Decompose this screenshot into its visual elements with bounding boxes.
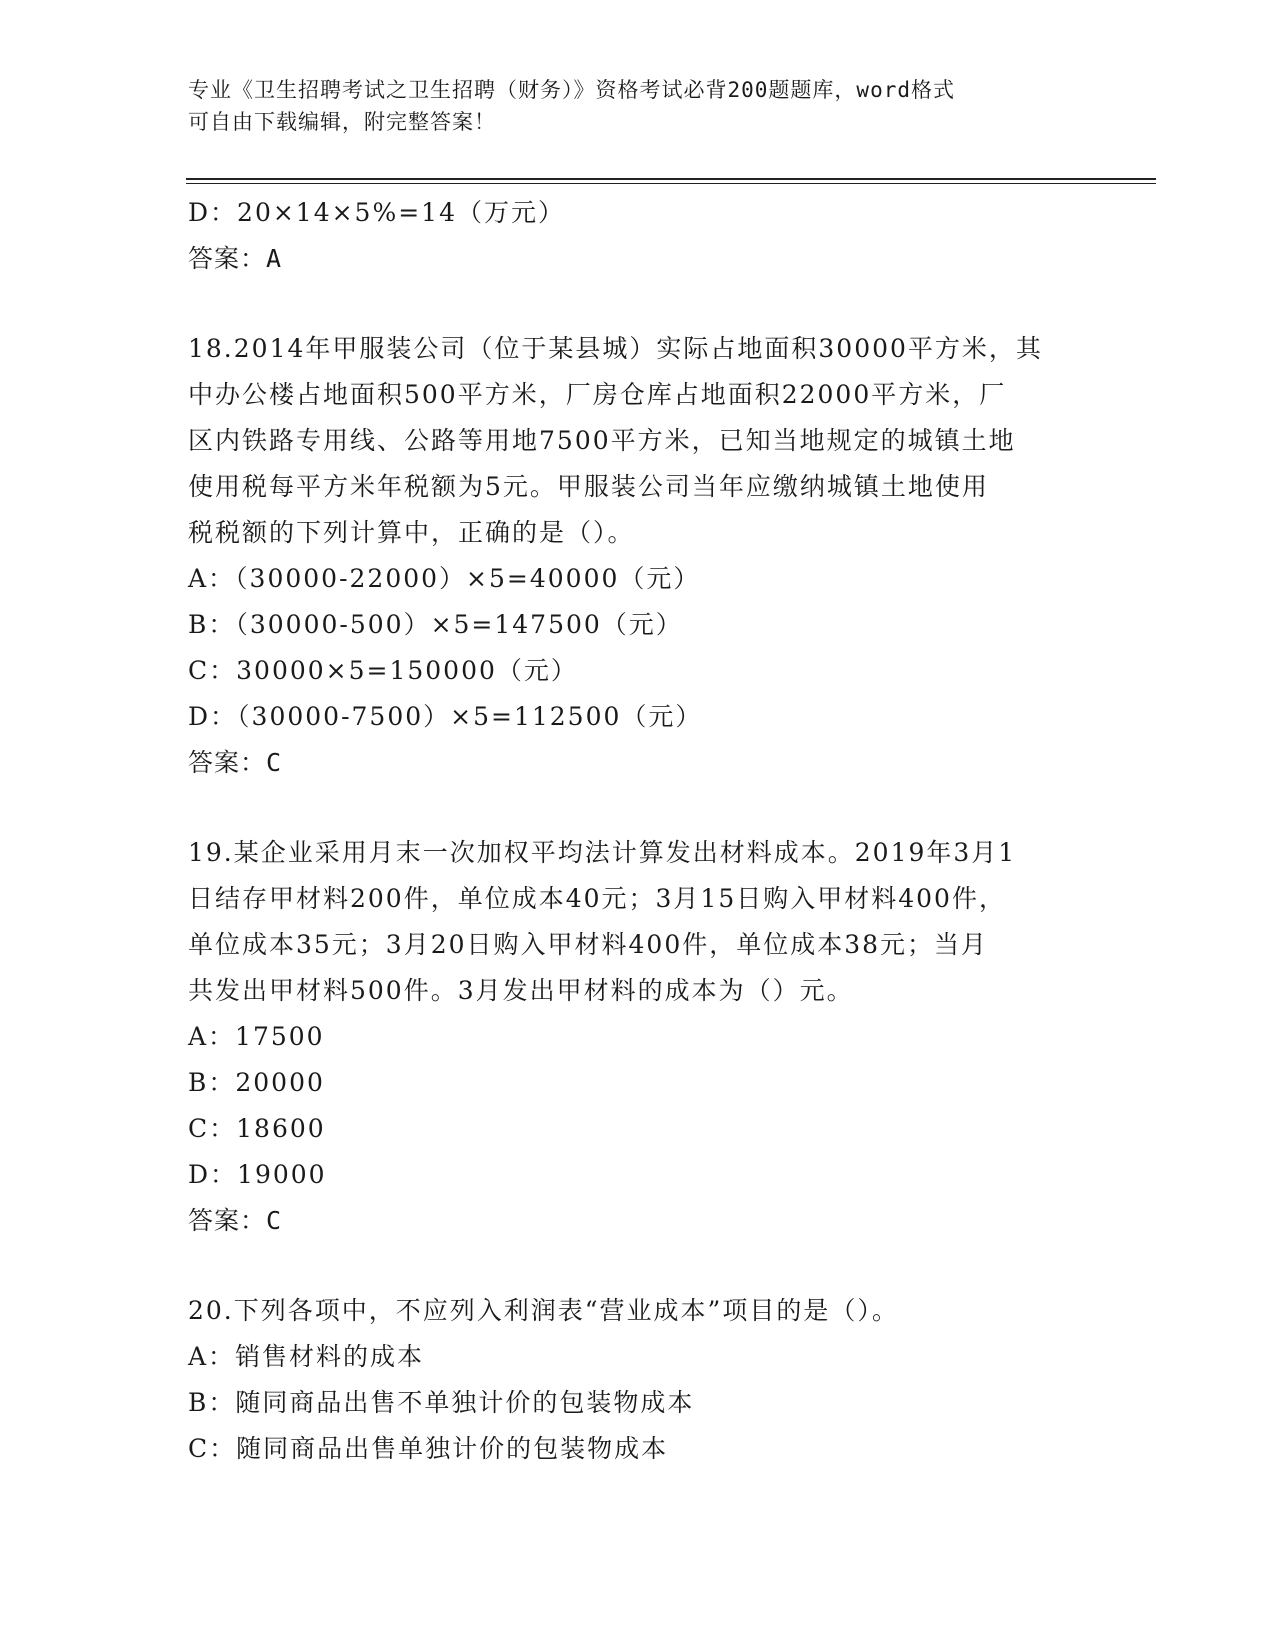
- header-line-1: 专业《卫生招聘考试之卫生招聘（财务）》资格考试必背200题题库，word格式: [188, 78, 955, 102]
- question-18-line-2: 中办公楼占地面积500平方米，厂房仓库占地面积22000平方米，厂: [188, 380, 1007, 409]
- question-19-option-c: C：18600: [188, 1114, 326, 1143]
- question-18-line-5: 税税额的下列计算中，正确的是（）。: [188, 518, 635, 547]
- prev-question-option-d: D：20×14×5%=14（万元）: [188, 198, 565, 227]
- question-18-line-4: 使用税每平方米年税额为5元。甲服装公司当年应缴纳城镇土地使用: [188, 472, 989, 501]
- question-19: [188, 830, 1108, 1244]
- question-18-option-b: B：（30000-500）×5=147500（元）: [188, 610, 683, 639]
- question-18-option-d: D：（30000-7500）×5=112500（元）: [188, 702, 703, 731]
- document-body: [188, 190, 1108, 1472]
- question-18-option-c: C：30000×5=150000（元）: [188, 656, 578, 685]
- question-20: [188, 1288, 1108, 1472]
- question-18-line-1: 18.2014年甲服装公司（位于某县城）实际占地面积30000平方米，其: [188, 334, 1043, 363]
- question-19-line-1: 19.某企业采用月末一次加权平均法计算发出材料成本。2019年3月1: [188, 838, 1017, 867]
- question-19-line-4: 共发出甲材料500件。3月发出甲材料的成本为（）元。: [188, 976, 854, 1005]
- header-line-2: 可自由下载编辑，附完整答案！: [188, 110, 496, 134]
- header-rule-thick: [186, 178, 1156, 180]
- spacer: [188, 786, 1108, 830]
- spacer: [188, 1244, 1108, 1288]
- question-19-option-d: D：19000: [188, 1160, 327, 1189]
- question-20-option-c: C：随同商品出售单独计价的包装物成本: [188, 1434, 669, 1463]
- question-19-line-3: 单位成本35元；3月20日购入甲材料400件，单位成本38元；当月: [188, 930, 989, 959]
- header-rule-thin: [186, 183, 1156, 184]
- question-20-option-b: B：随同商品出售不单独计价的包装物成本: [188, 1388, 695, 1417]
- question-19-option-a: A：17500: [188, 1022, 325, 1051]
- question-18: [188, 326, 1108, 786]
- question-18-line-3: 区内铁路专用线、公路等用地7500平方米，已知当地规定的城镇土地: [188, 426, 1016, 455]
- question-19-answer: 答案：C: [188, 1206, 283, 1235]
- question-18-option-a: A：（30000-22000）×5=40000（元）: [188, 564, 701, 593]
- question-19-option-b: B：20000: [188, 1068, 325, 1097]
- document-header: [188, 74, 1078, 138]
- prev-question-answer: 答案：A: [188, 244, 283, 273]
- question-18-answer: 答案：C: [188, 748, 283, 777]
- question-20-option-a: A：销售材料的成本: [188, 1342, 425, 1371]
- spacer: [188, 282, 1108, 326]
- question-19-line-2: 日结存甲材料200件，单位成本40元；3月15日购入甲材料400件，: [188, 884, 1006, 913]
- question-20-line-1: 20.下列各项中，不应列入利润表“营业成本”项目的是（）。: [188, 1296, 899, 1325]
